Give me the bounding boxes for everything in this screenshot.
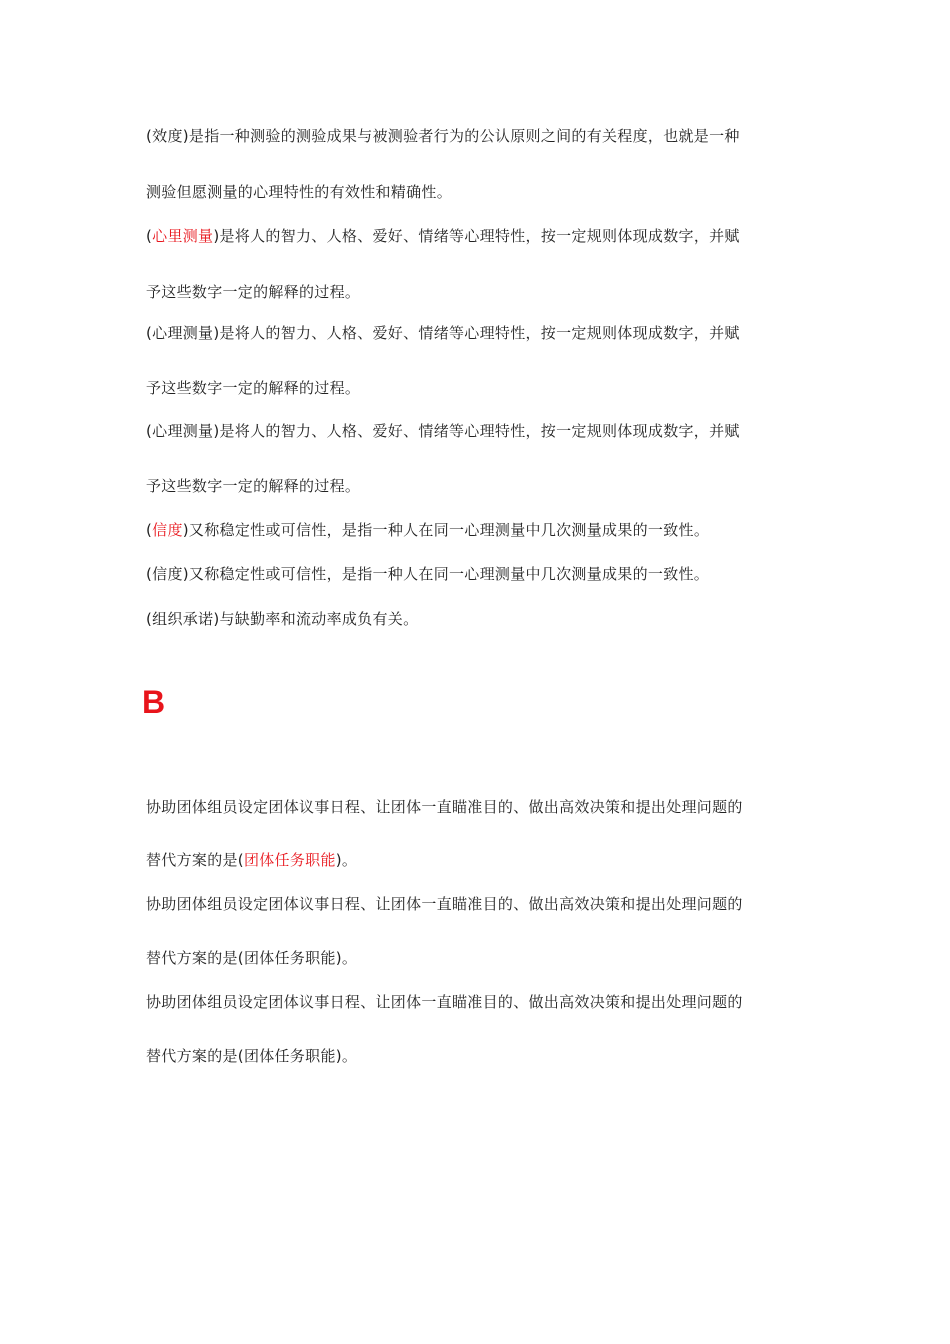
question-line: 协助团体组员设定团体议事日程、让团体一直瞄准目的、做出高效决策和提出处理问题的: [146, 993, 743, 1011]
question-line: (心理测量)是将人的智力、人格、爱好、情绪等心理特性，按一定规则体现成数字，并赋: [146, 324, 740, 342]
question-line: 测验但愿测量的心理特性的有效性和精确性。: [146, 183, 453, 201]
question-line: 替代方案的是(团体任务职能)。: [146, 1047, 358, 1065]
answer-highlight: 心里测量: [152, 227, 214, 245]
question-line: (信度)又称稳定性或可信性，是指一种人在同一心理测量中几次测量成果的一致性。: [146, 565, 710, 583]
question-line: 予这些数字一定的解释的过程。: [146, 283, 361, 301]
question-line: (组织承诺)与缺勤率和流动率成负有关。: [146, 610, 419, 628]
answer-highlight: 信度: [152, 521, 183, 539]
question-line: 替代方案的是(团体任务职能)。: [146, 949, 358, 967]
question-line: (心理测量)是将人的智力、人格、爱好、情绪等心理特性，按一定规则体现成数字，并赋: [146, 422, 740, 440]
question-line: (信度)又称稳定性或可信性，是指一种人在同一心理测量中几次测量成果的一致性。: [146, 521, 710, 539]
question-line: 协助团体组员设定团体议事日程、让团体一直瞄准目的、做出高效决策和提出处理问题的: [146, 895, 743, 913]
question-line: 予这些数字一定的解释的过程。: [146, 379, 361, 397]
answer-highlight: 团体任务职能: [243, 851, 336, 869]
question-line: (心里测量)是将人的智力、人格、爱好、情绪等心理特性，按一定规则体现成数字，并赋: [146, 227, 740, 245]
question-line: 替代方案的是(团体任务职能)。: [146, 851, 358, 869]
question-line: 予这些数字一定的解释的过程。: [146, 477, 361, 495]
question-line: 协助团体组员设定团体议事日程、让团体一直瞄准目的、做出高效决策和提出处理问题的: [146, 798, 743, 816]
question-line: (效度)是指一种测验的测验成果与被测验者行为的公认原则之间的有关程度，也就是一种: [146, 127, 740, 145]
section-heading: B: [142, 684, 166, 720]
